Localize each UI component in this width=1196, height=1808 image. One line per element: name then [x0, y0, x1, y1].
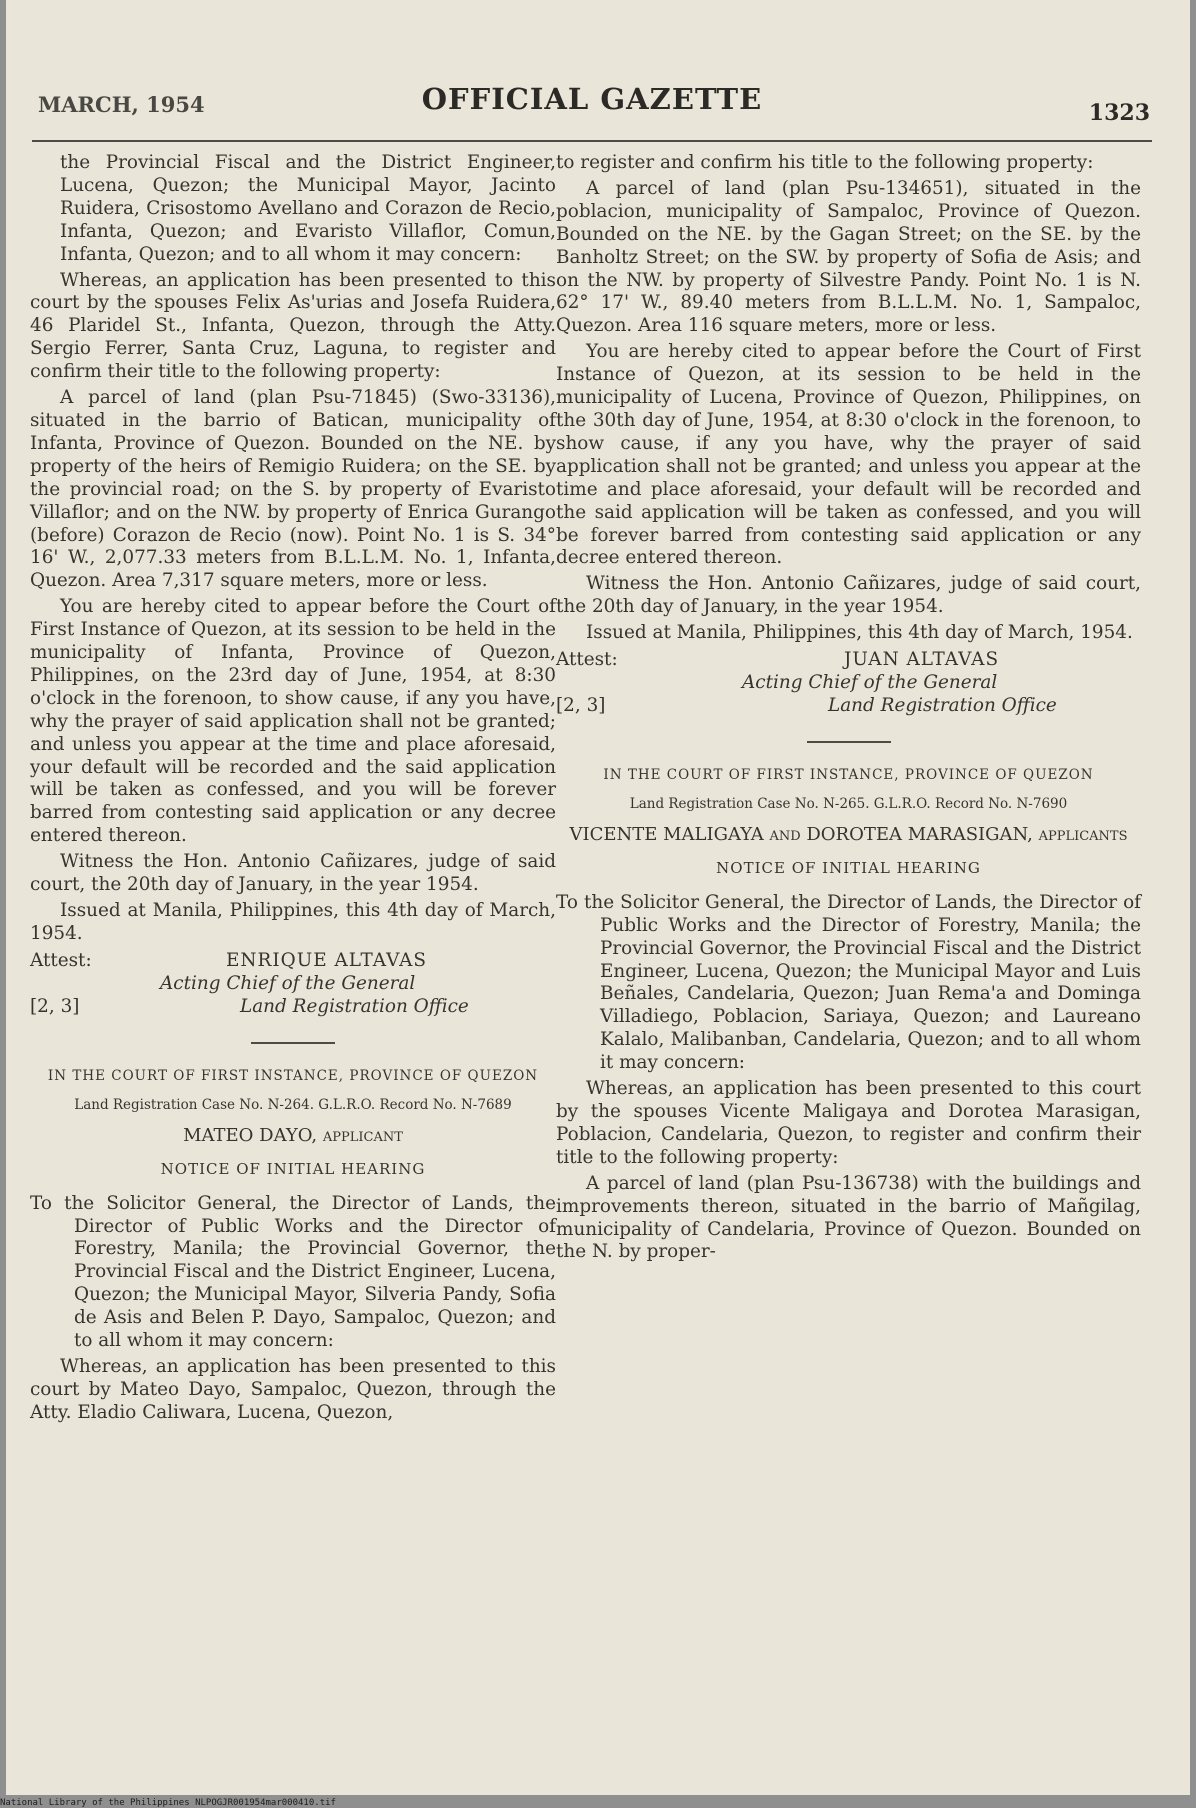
page-header	[34, 82, 1150, 132]
signatory-name: ENRIQUE ALTAVAS	[226, 949, 428, 971]
notice-heading: NOTICE OF INITIAL HEARING	[160, 1159, 426, 1178]
application-paragraph: Whereas, an application has been presented to this court by Mateo Dayo, Sampaloc, Quezon, through the Atty. Eladio Caliwara, Lucena, Quezon,	[30, 1355, 556, 1423]
addressees-continued: the Provincial Fiscal and the District Engineer, Lucena, Quezon; the Municipal Mayor, Jacinto Ruidera, Crisostomo Avellano and Corazon de Recio, Infanta, Quezon; and Evaristo Villaflor, Comun, Infanta, Quezon; and to all whom it may concern:	[60, 152, 556, 265]
issued-paragraph: Issued at Manila, Philippines, this 4th day of March, 1954.	[586, 622, 1133, 644]
citation-paragraph: You are hereby cited to appear before the Court of First Instance of Quezon, at its session to be held in the municipality of Lucena, Province of Quezon, Philippines, on the 30th day of June, 1954, at 8:30 o'clock in the forenoon, to show cause, if any you have, why the prayer of said application shall not be granted; and unless you appear at the time and place aforesaid, your default will be recorded and the said application will be taken as confessed, and you will be forever barred from contesting said application or any decree entered thereon.	[556, 341, 1141, 569]
property-description: A parcel of land (plan Psu-134651), situated in the poblacion, municipality of Sampaloc, Province of Quezon. Bounded on the NE. by the Gagan Street; on the SE. by the Banholtz Street; on the SW. by property of Sofia de Asis; and on the NW. by property of Silvestre Pandy. Point No. 1 is N. 62° 17' W., 89.40 meters from B.L.L.M. No. 1, Sampaloc, Quezon. Area 116 square meters, more or less.	[556, 177, 1141, 337]
application-continued: to register and confirm his title to the following property:	[556, 152, 1094, 173]
witness-paragraph: Witness the Hon. Antonio Cañizares, judge of said court, the 20th day of January, in the year 1954.	[30, 851, 556, 896]
case-reference: Land Registration Case No. N-265. G.L.R.O. Record No. N-7690	[629, 796, 1068, 813]
section-divider	[807, 741, 891, 743]
page-number: 1323	[1088, 100, 1150, 126]
applicant-line: MATEO DAYO, applicant	[183, 1124, 403, 1146]
addressees: To the Solicitor General, the Director of Lands, the Director of Public Works and the Director of Forestry, Manila; the Provincial Governor, the Provincial Fiscal and the District Engineer, Lucena, Quezon; the Municipal Mayor and Luis Beñales, Candelaria, Quezon; Juan Rema'a and Dominga Villadiego, Poblacion, Sariaya, Quezon; and Laureano Kalalo, Malibanban, Candelaria, Quezon; and to all whom it may concern:	[556, 891, 1141, 1074]
property-description: A parcel of land (plan Psu-71845) (Swo-33136), situated in the barrio of Batican, municipality of Infanta, Province of Quezon. Bounded on the NE. by property of the heirs of Remigio Ruidera; on the SE. by the provincial road; on the S. by property of Evaristo Villaflor; and on the NW. by property of Enrica Gurango (before) Corazon de Recio (now). Point No. 1 is S. 34° 16' W., 2,077.33 meters from B.L.L.M. No. 1, Infanta, Quezon. Area 7,317 square meters, more or less.	[30, 387, 556, 592]
property-description: A parcel of land (plan Psu-136738) with the buildings and improvements thereon, situated in the barrio of Mañgilag, municipality of Candelaria, Province of Quezon. Bounded on the N. by proper-	[556, 1172, 1141, 1263]
signatory-title-line2: Land Registration Office	[828, 695, 1057, 717]
scan-footer: National Library of the Philippines NLPOGJR001954mar000410.tif	[0, 1798, 336, 1808]
court-heading: IN THE COURT OF FIRST INSTANCE, PROVINCE OF QUEZON	[603, 767, 1094, 784]
issue-date: MARCH, 1954	[38, 92, 205, 117]
addressees: To the Solicitor General, the Director of Lands, the Director of Public Works and the Director of Forestry, Manila; the Provincial Governor, the Provincial Fiscal and the District Engineer, Lucena, Quezon; the Municipal Mayor, Silveria Pandy, Sofia de Asis and Belen P. Dayo, Sampaloc, Quezon; and to all whom it may concern:	[30, 1192, 556, 1352]
notice-heading: NOTICE OF INITIAL HEARING	[716, 858, 981, 877]
witness-paragraph: Witness the Hon. Antonio Cañizares, judge of said court, the 20th day of January, in the year 1954.	[556, 573, 1141, 618]
issued-paragraph: Issued at Manila, Philippines, this 4th day of March, 1954.	[30, 900, 556, 944]
publication-code: [2, 3]	[556, 695, 606, 717]
citation-paragraph: You are hereby cited to appear before the Court of First Instance of Quezon, at its session to be held in the municipality of Infanta, Province of Quezon, Philippines, on the 23rd day of June, 1954, at 8:30 o'clock in the forenoon, to show cause, if any you have, why the prayer of said application shall not be granted; and unless you appear at the time and place aforesaid, your default will be recorded and the said application will be taken as confessed, and you will be forever barred from contesting said application or any decree entered thereon.	[30, 596, 556, 847]
attest-label: Attest:	[30, 949, 92, 971]
section-divider	[251, 1042, 335, 1044]
signatory-title-line1: Acting Chief of the General	[742, 672, 998, 694]
publication-code: [2, 3]	[30, 995, 80, 1017]
signature-block	[30, 950, 556, 1020]
applicant-line: VICENTE MALIGAYA and DOROTEA MARASIGAN, applicants	[569, 824, 1128, 846]
signatory-title-line2: Land Registration Office	[240, 995, 469, 1017]
gazette-page	[6, 0, 1190, 1795]
right-column	[556, 152, 1141, 1267]
signature-block	[556, 649, 1141, 719]
signatory-title-line1: Acting Chief of the General	[160, 972, 416, 994]
attest-label: Attest:	[556, 649, 618, 671]
case-reference: Land Registration Case No. N-264. G.L.R.O. Record No. N-7689	[74, 1096, 512, 1113]
left-column	[30, 152, 556, 1428]
signatory-name: JUAN ALTAVAS	[844, 649, 1000, 671]
application-paragraph: Whereas, an application has been presented to this court by the spouses Vicente Maligaya and Dorotea Marasigan, Poblacion, Candelaria, Quezon, to register and confirm their title to the following property:	[556, 1078, 1141, 1168]
application-paragraph: Whereas, an application has been presented to this court by the spouses Felix As'urias and Josefa Ruidera, 46 Plaridel St., Infanta, Quezon, through the Atty. Sergio Ferrer, Santa Cruz, Laguna, to register and confirm their title to the following property:	[30, 269, 556, 383]
header-rule	[32, 140, 1152, 142]
publication-title: OFFICIAL GAZETTE	[421, 82, 763, 116]
court-heading: IN THE COURT OF FIRST INSTANCE, PROVINCE OF QUEZON	[47, 1067, 539, 1084]
